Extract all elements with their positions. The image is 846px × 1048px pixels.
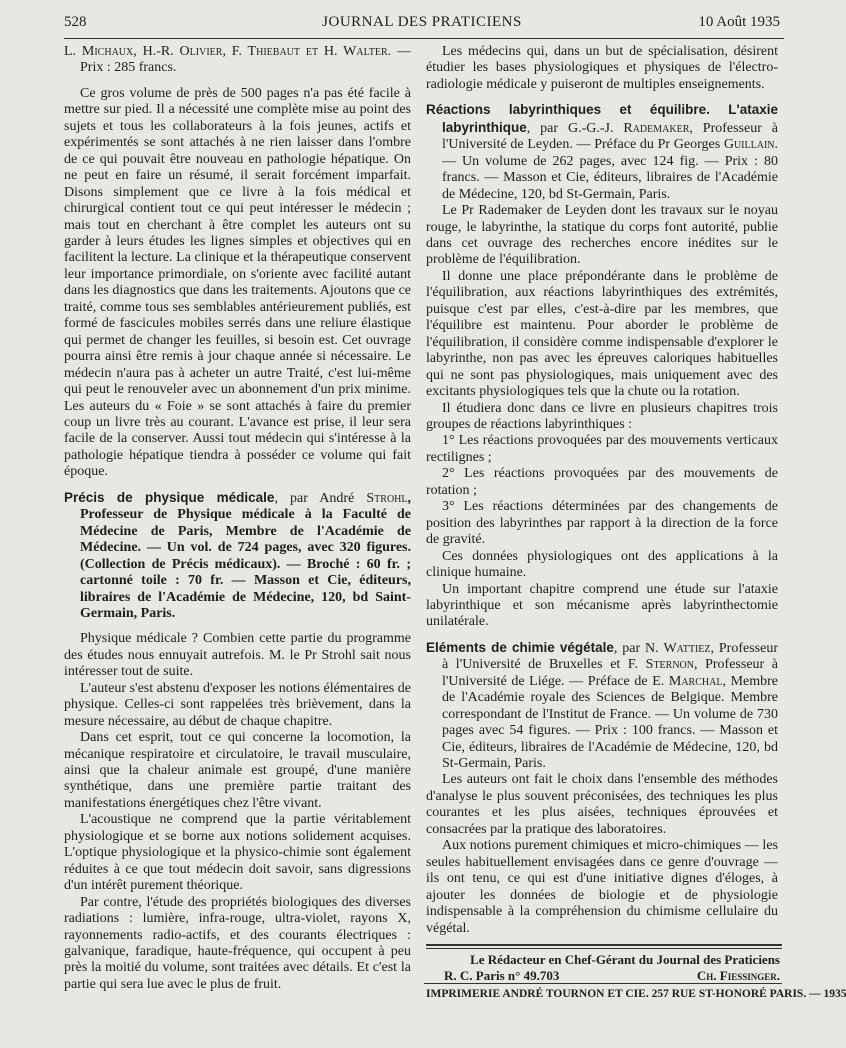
review-citation: L. Michaux, H.-R. Olivier, F. Thiebaut et H. Walter. — Prix : 285 francs. bbox=[64, 44, 412, 76]
review-paragraph: Il donne une place prépondérante dans le problème de l'équilibration, aux réactions labyrinthiques des extrémités, puisque c'est par elles, c'est-à-dire par les membres, que l'équilibre est maintenu. Pour aborder le problème de l'équilibration, il considère comme indispensable d'explorer le labyrinthe, non pas avec les épreuves caloriques habituelles qui ne sont pas physiologiques, mais uniquement avec des excitants physiologiques tels que la chute ou la rotation. bbox=[426, 268, 778, 400]
review-paragraph: 1° Les réactions provoquées par des mouvements verticaux rectilignes ; bbox=[426, 433, 778, 465]
book-title: Eléments de chimie végétale bbox=[426, 639, 614, 655]
journal-title: JOURNAL DES PRATICIENS bbox=[322, 14, 522, 30]
page-number: 528 bbox=[64, 14, 87, 30]
review-paragraph: Il étudiera donc dans ce livre en plusieurs chapitres trois groupes de réactions labyrinthiques : bbox=[426, 400, 778, 432]
review-paragraph: Dans cet esprit, tout ce qui concerne la locomotion, la mécanique respiratoire et circulatoire, le travail musculaire, ainsi que la chaleur animale est groupé, d'une manière synthétique, dans une première partie traitant des manifestations énergétiques chez l'être vivant. bbox=[64, 730, 411, 811]
editor-signature: Ch. Fiessinger. bbox=[696, 968, 780, 983]
running-header bbox=[64, 14, 780, 36]
printer-imprint: IMPRIMERIE ANDRÉ TOURNON ET CIE. 257 RUE ST-HONORÉ PARIS. — 1935 bbox=[426, 988, 846, 1000]
review-paragraph: Ce gros volume de près de 500 pages n'a pas été facile à mettre sur pied. Il a nécessité une complète mise au point des sujets et tous les collaborateurs à la fois jeunes, actifs et expérimentés se sont attachés à ne rien laisser dans l'ombre de ce qui pouvait être nouveau en pathologie hépatique. On ne peut en faire un résumé, il serait forcément imparfait. Disons simplement que ce livre à la fois médical et chirurgical contient tout ce qui peut intéresser le médecin ; mais tout en cherchant à être complet les auteurs ont su garder à leurs études les lignes simples et objectives qui en facilitent la lecture. La clinique et la thérapeutique conservent leur importance primordiale, on s'oriente avec facilité autant dans les diagnostics que dans les traitements. Ajoutons que ce traité, comme tous ses semblables antérieurement publiés, est formé de fascicules mobiles serrés dans une reliure élastique qui permet de changer les feuilles, si besoin est. Cet ouvrage pourra ainsi être remis à jour chaque année si nécessaire. Le médecin n'aura pas à acheter un autre Traité, c'est lui-même qui peut le renouveler avec un abonnement d'un prix minime. Les auteurs du « Foie » se sont attachés à faire du premier coup un livre très au courant. L'avance est prise, il leur sera facile de la conserver. Aussi tout médecin qui s'intéresse à la pathologie hépatique tiendra à posséder ce volume qui fait époque. bbox=[64, 85, 411, 480]
book-entry-physique: Précis de physique médicale, par André Strohl, Professeur de Physique médicale à la Faculté de Médecine de Paris, Membre de l'Académie de Médecine. — Un vol. de 724 pages, avec 320 figures. (Collection de Précis médicaux). — Broché : 60 fr. ; cartonné toile : 70 fr. — Masson et Cie, éditeurs, libraires de l'Académie de Médecine, 120, bd Saint-Germain, Paris. bbox=[64, 489, 411, 621]
review-paragraph: 3° Les réactions déterminées par des changements de position des labyrinthes par rapport à la direction de la force de gravité. bbox=[426, 499, 778, 548]
review-paragraph: Aux notions purement chimiques et micro-chimiques — les seules habituellement envisagées dans ce genre d'ouvrage — ils ont tenu, ce qui est d'une initiative dignes d'éloges, à ajouter les données de biologie et de physiologie indispensable à la compréhension du chimisme cellulaire du végétal. bbox=[426, 838, 778, 936]
review-paragraph: Un important chapitre comprend une étude sur l'ataxie labyrinthique et son mécanisme après labyrinthectomie unilatérale. bbox=[426, 581, 778, 630]
book-title: Réactions labyrinthiques et équilibre. L'ataxie labyrinthique bbox=[426, 102, 778, 135]
book-entry-labyrinthe: Réactions labyrinthiques et équilibre. L'ataxie labyrinthique, par G.-G.-J. Rademaker, Professeur à l'Université de Leyden. — Préface du Pr Georges Guillain. — Un volume de 262 pages, avec 124 fig. — Prix : 80 francs. — Masson et Cie, éditeurs, libraires de l'Académie de Médecine, 120, bd St-Germain, Paris. bbox=[426, 102, 778, 202]
registration-line bbox=[444, 968, 780, 984]
review-paragraph: Le Pr Rademaker de Leyden dont les travaux sur le noyau rouge, le labyrinthe, la statique du corps font autorité, publie dans cet ouvrage des recherches encore inédites sur le problème de l'équilibration. bbox=[426, 203, 778, 268]
header-rule bbox=[64, 38, 784, 39]
editor-line: Le Rédacteur en Chef-Gérant du Journal des Praticiens bbox=[470, 952, 780, 967]
review-paragraph: L'acoustique ne comprend que la partie véritablement physiologique et se borne aux notions solidement acquises. L'optique physiologique et la physico-chimie sont également réduites à ce que tout médecin doit savoir, sans digressions d'un intérêt purement théorique. bbox=[64, 812, 411, 894]
review-paragraph: Ces données physiologiques ont des applications à la clinique humaine. bbox=[426, 548, 778, 581]
footer-rule-thick bbox=[426, 944, 782, 946]
review-paragraph: Physique médicale ? Combien cette partie du programme des études nous ennuyait autrefois. M. le Pr Strohl sait nous intéresser tout de suite. bbox=[64, 631, 411, 680]
left-column bbox=[64, 44, 411, 993]
book-title: Précis de physique médicale bbox=[64, 489, 275, 505]
review-paragraph: Les médecins qui, dans un but de spécialisation, désirent étudier les bases physiologiques et physiques de l'électro-radiologie médicale y puiseront de multiples enseignements. bbox=[426, 44, 778, 92]
book-entry-chimie: Eléments de chimie végétale, par N. Wattiez, Professeur à l'Université de Bruxelles et F. Sternon, Professeur à l'Université de Liége. — Préface de E. Marchal, Membre de l'Académie royale des Sciences de Belgique. Membre correspondant de l'Institut de France. — Un volume de 730 pages avec 54 figures. — Prix : 100 francs. — Masson et Cie, éditeurs, libraires de l'Académie de Médecine, 120, bd St-Germain, Paris. bbox=[426, 639, 778, 772]
review-paragraph: L'auteur s'est abstenu d'exposer les notions élémentaires de physique. Celles-ci sont rappelées très brièvement, dans la mesure nécessaire, au début de chaque chapitre. bbox=[64, 680, 411, 729]
review-paragraph: Par contre, l'étude des propriétés biologiques des diverses radiations : lumière, infra-rouge, ultra-violet, rayons X, rayonnements radio-actifs, et des courants électriques : galvanique, faradique, haute-fréquence, qui occupent à peu près la moitié du volume, sont traitées avec détails. Et c'est la partie qui sera lue avec le plus de fruit. bbox=[64, 894, 411, 992]
right-column bbox=[426, 44, 778, 937]
registration-number: R. C. Paris n° 49.703 bbox=[444, 968, 560, 983]
footer-rule-thin bbox=[426, 948, 782, 949]
review-paragraph: 2° Les réactions provoquées par des mouvements de rotation ; bbox=[426, 466, 778, 498]
issue-date: 10 Août 1935 bbox=[698, 14, 780, 30]
imprint-rule bbox=[424, 983, 782, 984]
review-paragraph: Les auteurs ont fait le choix dans l'ensemble des méthodes d'analyse le plus souvent préconisées, des techniques les plus courantes et les plus aisées, techniques éprouvées et consacrées par la pratique des laboratoires. bbox=[426, 772, 778, 837]
